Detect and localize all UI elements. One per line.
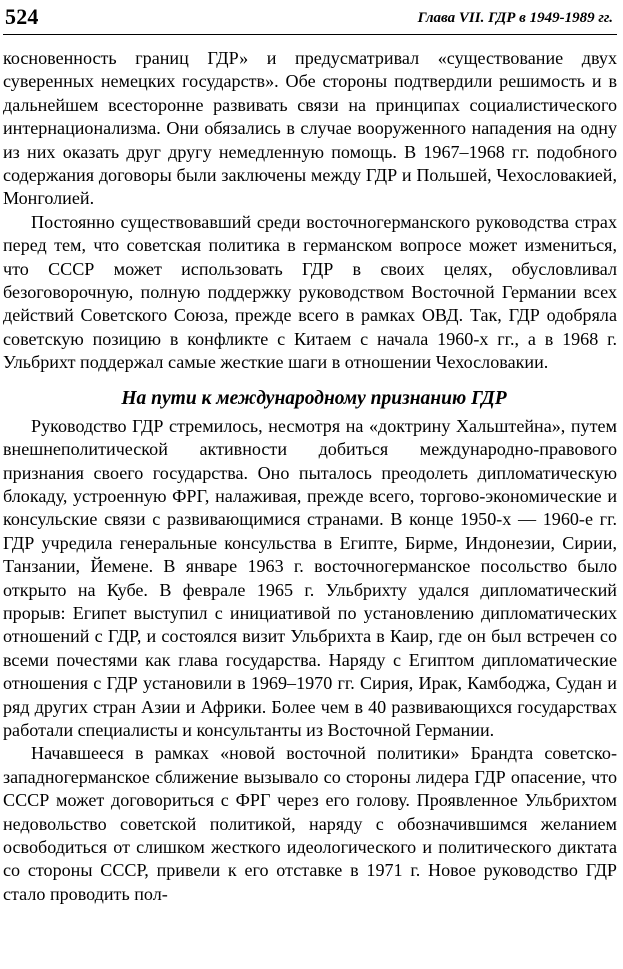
page-number: 524 [5, 4, 39, 29]
paragraph-ostpolitik: Начавшееся в рамках «новой восточной политики» Брандта советско-западногерманское сближение вызывало со стороны лидера ГДР опасение, что СССР может договориться с ФРГ через его голову. Проявленное Ульбрихтом недовольство советской политикой, наряду с обозначившимся желанием освободиться от слишком жесткого идеологического и политического диктата со стороны СССР, привели к его отставке в 1971 г. Новое руководство ГДР стало проводить пол- [3, 743, 617, 904]
running-title: Глава VII. ГДР в 1949-1989 гг. [417, 10, 613, 26]
section-heading: На пути к международному признанию ГДР [121, 387, 507, 409]
body-text [3, 47, 617, 906]
paragraph-soviet-policy: Постоянно существовавший среди восточногерманского руководства страх перед тем, что советская политика в германском вопросе может измениться, что СССР может использовать ГДР в своих целях, обусловливал безоговорочную, полную поддержку руководством Восточной Германии всех действий Советского Союза, прежде всего в рамках ОВД. Так, ГДР одобряла советскую позицию в конфликте с Китаем с начала 1960-х гг., а в 1968 г. Ульбрихт поддержал самые жесткие шаги в отношении Чехословакии. [3, 211, 617, 373]
page-header [3, 4, 617, 35]
paragraph-continued: косновенность границ ГДР» и предусматривал «существование двух суверенных немецких государств». Обе стороны подтвердили решимость и в дальнейшем всесторонне развивать связи на принципах социалистического интернационализма. Они обязались в случае вооруженного нападения на одну из них оказать друг другу немедленную помощь. В 1967–1968 гг. подобного содержания договоры были заключены между ГДР и Польшей, Чехословакией, Монголией. [3, 48, 617, 209]
paragraph-recognition: Руководство ГДР стремилось, несмотря на «доктрину Хальштейна», путем внешнеполитической активности добиться международно-правового признания своего государства. Оно пыталось преодолеть дипломатическую блокаду, устроенную ФРГ, налаживая, прежде всего, торгово-экономические и консульские связи с развивающимися странами. В конце 1950-х — 1960-е гг. ГДР учредила генеральные консульства в Египте, Бирме, Индонезии, Сирии, Танзании, Йемене. В январе 1963 г. восточногерманское посольство было открыто на Кубе. В феврале 1965 г. Ульбрихту удался дипломатический прорыв: Египет выступил с инициативой по установлению дипломатических отношений с ГДР, и состоялся визит Ульбрихта в Каир, где он был встречен со всеми почестями как глава государства. Наряду с Египтом дипломатические отношения с ГДР установили в 1969–1970 гг. Сирия, Ирак, Камбоджа, Судан и ряд других стран Азии и Африки. Более чем в 40 развивающихся государствах работали специалисты и консультанты из Восточной Германии. [3, 415, 617, 740]
